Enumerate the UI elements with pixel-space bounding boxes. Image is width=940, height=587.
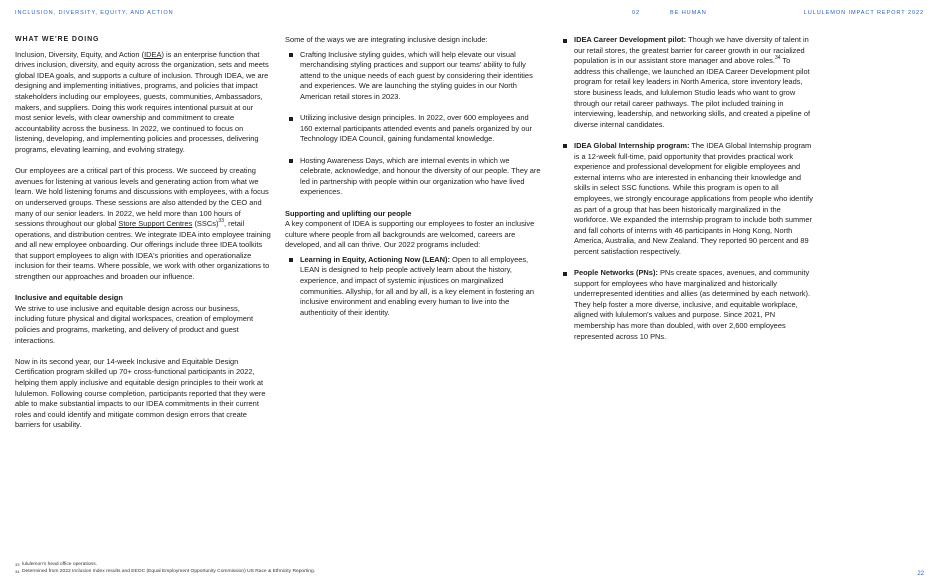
footnote-34	[15, 568, 315, 575]
paragraph-employees	[15, 166, 271, 283]
header-report-title: LULULEMON IMPACT REPORT 2022	[803, 10, 924, 16]
list-item-text: Crafting Inclusive styling guides, which will help elevate our visual merchandising styling practices and support our teams' ability to fully attend to the unique needs of each guest by considering their identities and experiences. We are launching the styling guides in our North American retail stores in 2023.	[300, 49, 533, 101]
store-support-centres-link[interactable]: Store Support Centres	[118, 219, 193, 229]
text-run: Inclusion, Diversity, Equity, and Action (	[15, 49, 145, 59]
column-middle	[285, 35, 541, 329]
column-right	[559, 35, 813, 353]
list-item	[285, 113, 541, 145]
list-item-title: IDEA Career Development pilot:	[574, 35, 687, 44]
bullet-icon	[563, 39, 567, 43]
list-item-text: PNs create spaces, avenues, and community support for employees who have marginalized and historically underrepresented identities and allies (as determined by each network). They help foster a more diverse, inclusive, and equitable workplace, aligned with lululemon's values and purpose. Since 2021, PN membership has more than doubled, with over 2,600 employees represented across 10 PNs.	[574, 268, 811, 341]
paragraph-certification: Now in its second year, our 14-week Inclusive and Equitable Design Certification program skilled up 70+ cross-functional participants in 2022, helping them apply inclusive and equitable design principles to their work at lululemon. Following course completion, participants reported that they were able to make substantial impacts to our IDEA commitments in their current roles and could identify and mitigate common design errors that create barriers for usability.	[15, 356, 266, 430]
list-item	[285, 156, 541, 198]
footnote-text: lululemon's head office operations.	[22, 562, 98, 567]
footnote-text: Determined from 2022 Inclusion Index results and EEOC (Equal Employment Opportunity Commission) US Race & Ethnicity Reporting.	[22, 569, 316, 575]
list-item-global-internship	[559, 141, 813, 258]
page-number: 22	[917, 571, 924, 577]
bullet-icon	[289, 159, 293, 163]
text-run: (SSCs)	[192, 219, 219, 229]
bullet-icon	[563, 144, 567, 148]
footnote-33	[15, 561, 315, 568]
list-item-text: Open to all employees, LEAN is designed to help people actively learn about the history, experience, and impact of systemic injustices on marginalized communities. Allyship, for all and by all, is a key element in fostering an inclusive environment and enabling every human to live into the authenticity of their identity.	[300, 254, 534, 317]
list-item-text: Though we have diversity of talent in our retail stores, the greatest barrier for career growth in our racialized population is in our assistant store manager and above roles.	[574, 35, 809, 66]
bullet-icon	[563, 272, 567, 276]
list-item-text: To address this challenge, we launched an IDEA Career Development pilot program for retail key leaders in North America, store inventory leads, store business leads, and lululemon Studio leads who want to grow through our retail career pathways. The pilot included training in interviewing, leadership, and networking skills, and created a pipeline of diverse internal candidates.	[574, 56, 811, 129]
header-section-number: 02	[632, 10, 641, 16]
footnote-number: 33	[15, 562, 20, 567]
text-run: , retail operations, and distribution centres. We integrate IDEA into employee training and all new employee onboarding. Our offerings include three IDEA toolkits that support employees to align with IDEA's priorities and operationalize inclusion for their teams. Where possible, we work with other organizations to strengthen our approaches and broaden our influence.	[15, 219, 271, 282]
footnote-number: 34	[15, 569, 20, 575]
subheading-supporting-people: Supporting and uplifting our people	[285, 208, 412, 218]
intro-text: Some of the ways we are integrating inclusive design include:	[285, 35, 488, 44]
list-item-people-networks	[559, 268, 813, 342]
list-item-title: Learning in Equity, Actioning Now (LEAN):	[300, 254, 450, 264]
paragraph-supporting-people: A key component of IDEA is supporting our employees to foster an inclusive culture where people from all backgrounds are welcomed, careers are developed, and all can thrive. Our 2022 programs included:	[285, 219, 535, 250]
idea-link[interactable]: IDEA	[144, 49, 162, 59]
list-item-career-development	[559, 35, 813, 130]
header-chapter-title: INCLUSION, DIVERSITY, EQUITY, AND ACTION	[15, 10, 174, 16]
footnote-ref-34[interactable]: 34	[774, 54, 781, 61]
page-header	[15, 10, 924, 22]
footnotes	[15, 561, 315, 575]
bullet-list-inclusive-design	[285, 50, 541, 198]
text-run: Our employees are a critical part of this process. We succeed by creating avenues for listening at various levels and generating action from what we learn. We hold listening forums and discussions with employees, with a focus on underserved groups. These sessions are also attended by the CEO and many of our senior leaders. In 2022, we held more than 100 hours of sessions throughout our global	[15, 166, 269, 229]
bullet-list-programs-continued	[559, 35, 813, 342]
list-item-text: The IDEA Global Internship program is a 12-week full-time, paid opportunity that provides practical work experience and professional development for eligible employees and external interns who are interested in enhancing their knowledge and skills in select SSC functions. While this program is open to all employees, we strongly encourage applications from people who identify as part of a group that has been historically marginalized in the workforce. We expanded the internship program to include both summer and fall cohorts of interns with 46 participants in Hong Kong, North America, Australia, and New Zealand. They reported 90 percent and 89 percent satisfaction respectively.	[574, 140, 813, 256]
list-item	[285, 50, 541, 103]
text-run: ) is an enterprise function that drives inclusion, diversity, and equity across the organization, sets and meets global IDEA goals, and supports a culture of inclusion. Through IDEA, we are designing and implementing initiatives, programs, and policies that impact stakeholders including our employees, guests, communities, Ambassadors, makers, and suppliers. Doing this work requires intentional pursuit at our most senior levels, with clear ownership and commitment to create accountability across the business. In 2022, we continued to focus on listening, developing, and implementing policies and processes, delivering programs, elevating learning, and evolving strategy.	[15, 49, 269, 154]
bullet-icon	[289, 258, 293, 262]
footnote-ref-33[interactable]: 33	[218, 217, 224, 224]
column-left	[15, 35, 271, 442]
list-item-text: Hosting Awareness Days, which are internal events in which we celebrate, acknowledge, and honour the diversity of our people. They are led in partnership with people within our organization who have lived experiences.	[300, 155, 541, 197]
subheading-inclusive-design: Inclusive and equitable design	[15, 293, 123, 303]
section-heading: WHAT WE'RE DOING	[15, 36, 100, 43]
list-item-text: Utilizing inclusive design principles. In 2022, over 600 employees and 160 external participants attended events and panels organized by our Technology IDEA Council, gaining fundamental knowledge.	[300, 113, 532, 144]
bullet-list-programs	[285, 255, 541, 319]
bullet-icon	[289, 117, 293, 121]
list-item-title: People Networks (PNs):	[574, 268, 658, 278]
header-section-title: BE HUMAN	[670, 10, 707, 16]
paragraph-inclusive-design: We strive to use inclusive and equitable design across our business, including future physical and digital workspaces, creation of employment policies and programs, marketing, and delivery of product and guest interactions.	[15, 303, 254, 345]
list-item-lean	[285, 255, 541, 319]
bullet-icon	[289, 53, 293, 57]
list-item-title: IDEA Global Internship program:	[574, 140, 690, 150]
paragraph-idea-intro	[15, 50, 271, 156]
